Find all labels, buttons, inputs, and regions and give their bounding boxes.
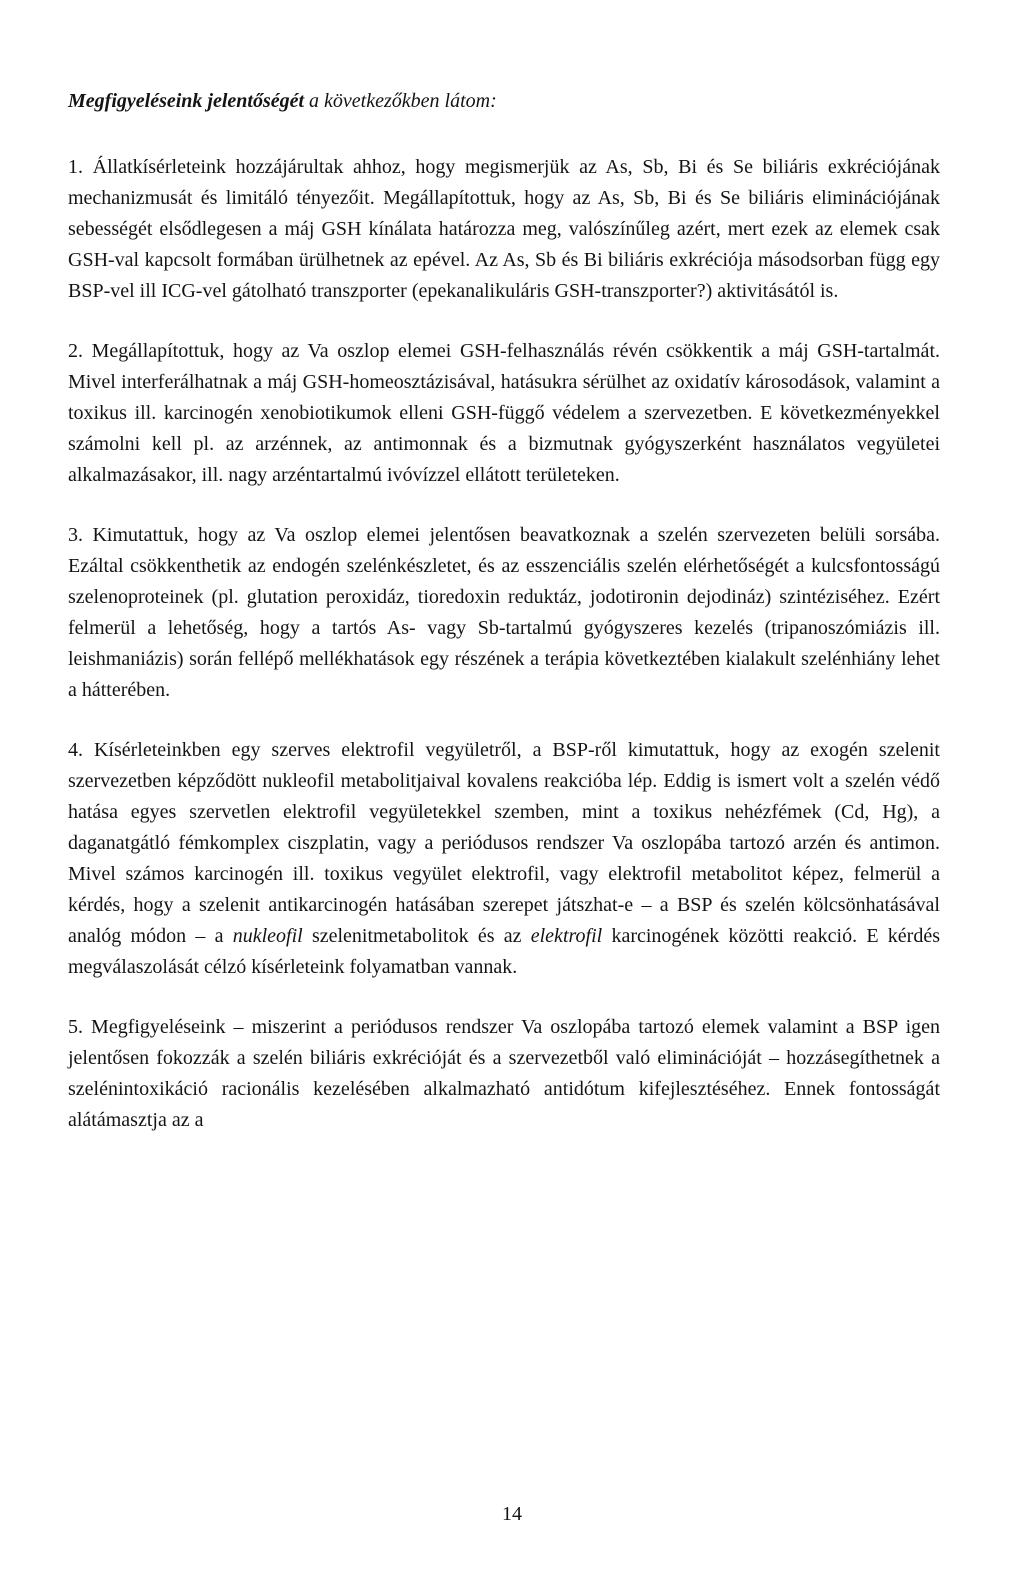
paragraph-text-b: szelenitmetabolitok és az bbox=[302, 925, 531, 947]
paragraph-2 bbox=[68, 336, 940, 491]
paragraph-text: Állatkísérleteink hozzájárultak ahhoz, hogy megismerjük az As, Sb, Bi és Se biliáris exkréciójának mechanizmusát és limitáló tényezőit. Megállapítottuk, hogy az As, Sb, Bi és Se biliáris eliminációjának sebességét elsődlegesen a máj GSH kínálata határozza meg, valószínűleg azért, mert ezek az elemek csak GSH-val kapcsolt formában ürülhetnek az epével. Az As, Sb és Bi biliáris exkréciója másodsorban függ egy BSP-vel ill ICG-vel gátolható transzporter (epekanalikuláris GSH-transzporter?) aktivitásától is. bbox=[68, 156, 940, 302]
paragraph-3 bbox=[68, 520, 940, 706]
page-number: 14 bbox=[502, 1503, 522, 1525]
paragraph-text-c: karcinogének közötti reakció. E kérdés megválaszolását célzó kísérleteink folyamatban vannak. bbox=[68, 925, 940, 978]
paragraph-text: Megállapítottuk, hogy az Va oszlop elemei GSH-felhasználás révén csökkentik a máj GSH-tartalmát. Mivel interferálhatnak a máj GSH-homeosztázisával, hatásukra sérülhet az oxidatív károsodások, valamint a toxikus ill. karcinogén xenobiotikumok elleni GSH-függő védelem a szervezetben. E következményekkel számolni kell pl. az arzénnek, az antimonnak és a bizmutnak gyógyszerként használatos vegyületei alkalmazásakor, ill. nagy arzéntartalmú ivóvízzel ellátott területeken. bbox=[68, 340, 940, 486]
paragraph-number: 1. bbox=[68, 156, 83, 178]
paragraph-number: 3. bbox=[68, 524, 83, 546]
document-page bbox=[68, 86, 940, 1165]
paragraph-5 bbox=[68, 1012, 940, 1136]
paragraph-text: Kimutattuk, hogy az Va oszlop elemei jelentősen beavatkoznak a szelén szervezeten belüli sorsába. Ezáltal csökkenthetik az endogén szelénkészletet, és az esszenciális szelén elérhetőségét a kulcsfontosságú szelenoproteinek (pl. glutation peroxidáz, tioredoxin reduktáz, jodotironin dejodináz) szintéziséhez. Ezért felmerül a lehetőség, hogy a tartós As- vagy Sb-tartalmú gyógyszeres kezelés (tripanoszómiázis ill. leishmaniázis) során fellépő mellékhatások egy részének a terápia következtében kialakult szelénhiány lehet a hátterében. bbox=[68, 524, 940, 701]
paragraph-number: 5. bbox=[68, 1016, 83, 1038]
emphasis-nukleofil: nukleofil bbox=[232, 925, 303, 947]
paragraph-4 bbox=[68, 735, 940, 983]
section-heading bbox=[68, 86, 940, 117]
paragraph-text: Megfigyeléseink – miszerint a periódusos rendszer Va oszlopába tartozó elemek valamint a BSP igen jelentősen fokozzák a szelén biliáris exkrécióját és a szervezetből való eliminációját – hozzásegíthetnek a szelénintoxikáció racionális kezelésében alkalmazható antidótum kifejlesztéséhez. Ennek fontosságát alátámasztja az a bbox=[68, 1016, 940, 1131]
paragraph-number: 4. bbox=[68, 739, 83, 761]
paragraph-1 bbox=[68, 152, 940, 307]
heading-rest: a következőkben látom: bbox=[304, 90, 497, 112]
emphasis-elektrofil: elektrofil bbox=[530, 925, 603, 947]
heading-emphasis: Megfigyeléseink jelentőségét bbox=[68, 90, 305, 112]
paragraph-text-a: Kísérleteinkben egy szerves elektrofil vegyületről, a BSP-ről kimutattuk, hogy az exogén szelenit szervezetben képződött nukleofil metabolitjaival kovalens reakcióba lép. Eddig is ismert volt a szelén védő hatása egyes szervetlen elektrofil vegyületekkel szemben, mint a toxikus nehézfémek (Cd, Hg), a daganatgátló fémkomplex ciszplatin, vagy a periódusos rendszer Va oszlopába tartozó arzén és antimon. Mivel számos karcinogén ill. toxikus vegyület elektrofil, vagy elektrofil metabolitot képez, felmerül a kérdés, hogy a szelenit antikarcinogén hatásában szerepet játszhat-e – a BSP és szelén kölcsönhatásával analóg módon – a bbox=[68, 739, 940, 947]
paragraph-number: 2. bbox=[68, 340, 83, 362]
